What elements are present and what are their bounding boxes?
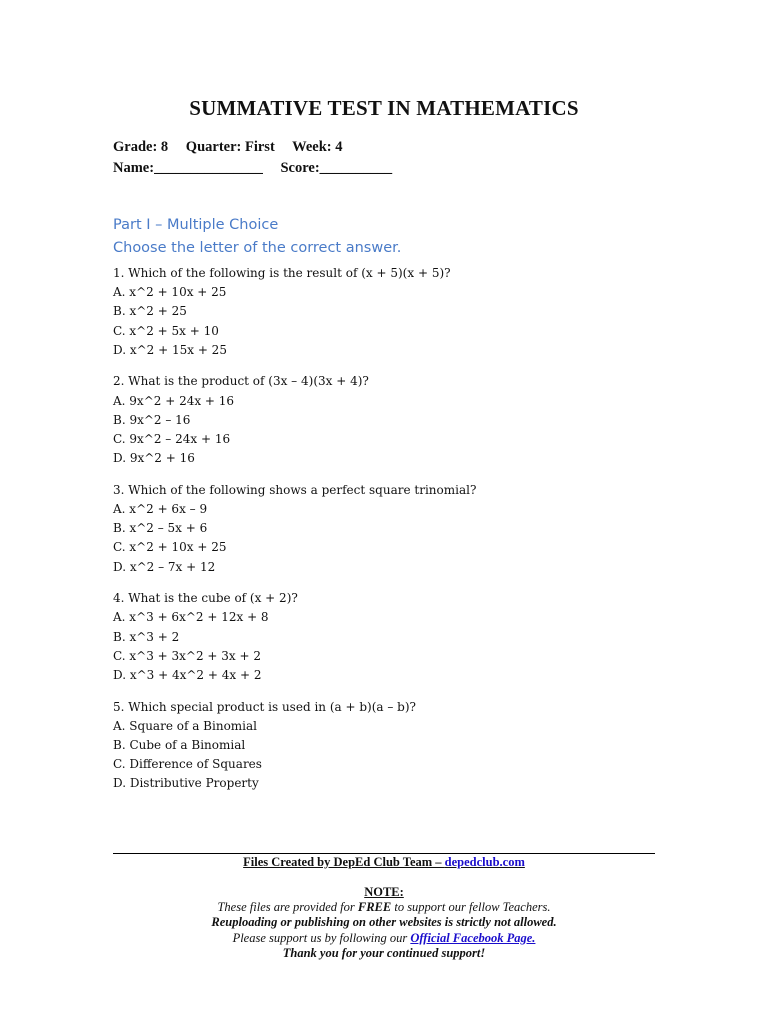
- answer-option: D. x^2 – 7x + 12: [113, 559, 216, 574]
- footer-note: [113, 900, 655, 962]
- answer-option: C. x^2 + 10x + 25: [113, 540, 227, 555]
- score-field: Score:__________: [280, 160, 393, 176]
- grade-label: Grade: 8: [113, 139, 169, 155]
- question-list: [113, 264, 673, 806]
- answer-option: D. 9x^2 + 16: [113, 451, 195, 466]
- answer-option: B. x^2 – 5x + 6: [113, 521, 208, 536]
- credit-text: Files Created by DepEd Club Team –: [243, 855, 445, 869]
- footer-divider: [113, 853, 655, 854]
- instruction-heading: Choose the letter of the correct answer.: [113, 240, 402, 256]
- student-info-line: [113, 160, 406, 177]
- answer-option: B. 9x^2 – 16: [113, 412, 191, 427]
- answer-option: D. x^3 + 4x^2 + 4x + 2: [113, 668, 262, 683]
- quarter-label: Quarter: First: [185, 139, 275, 155]
- question-item: [113, 372, 673, 468]
- answer-option: B. x^3 + 2: [113, 629, 180, 644]
- answer-option: A. x^2 + 10x + 25: [113, 285, 227, 300]
- note-line: Reuploading or publishing on other websites is strictly not allowed.: [211, 915, 557, 930]
- answer-option: C. 9x^2 – 24x + 16: [113, 432, 231, 447]
- answer-option: A. x^2 + 6x – 9: [113, 502, 208, 517]
- week-label: Week: 4: [292, 139, 343, 155]
- note-line: [113, 900, 655, 915]
- question-item: [113, 481, 673, 577]
- depedclub-link[interactable]: depedclub.com: [444, 855, 525, 869]
- question-text: 5. Which special product is used in (a + b)(a – b)?: [113, 699, 416, 714]
- answer-option: C. Difference of Squares: [113, 757, 262, 772]
- answer-option: C. x^3 + 3x^2 + 3x + 2: [113, 648, 262, 663]
- facebook-page-link[interactable]: Official Facebook Page.: [410, 930, 536, 945]
- answer-option: A. 9x^2 + 24x + 16: [113, 393, 235, 408]
- answer-option: A. Square of a Binomial: [113, 718, 257, 733]
- answer-option: B. x^2 + 25: [113, 304, 187, 319]
- note-text: Please support us by following our: [232, 930, 411, 945]
- question-item: [113, 264, 673, 360]
- part-heading: Part I – Multiple Choice: [113, 217, 279, 233]
- question-text: 4. What is the cube of (x + 2)?: [113, 591, 298, 606]
- answer-option: B. Cube of a Binomial: [113, 738, 246, 753]
- answer-option: D. x^2 + 15x + 25: [113, 342, 227, 357]
- footer-credit: [113, 855, 655, 870]
- note-line: [113, 931, 655, 946]
- answer-option: D. Distributive Property: [113, 776, 259, 791]
- note-text: to support our fellow Teachers.: [391, 900, 551, 914]
- page-title: SUMMATIVE TEST IN MATHEMATICS: [189, 96, 579, 120]
- question-item: [113, 698, 673, 794]
- note-heading: NOTE:: [364, 885, 404, 899]
- answer-option: A. x^3 + 6x^2 + 12x + 8: [113, 610, 269, 625]
- note-emphasis: FREE: [357, 900, 392, 914]
- note-line: Thank you for your continued support!: [282, 946, 486, 961]
- note-text: These files are provided for: [217, 900, 358, 914]
- test-info-line: [113, 139, 357, 156]
- question-text: 1. Which of the following is the result of (x + 5)(x + 5)?: [113, 266, 451, 280]
- name-field: Name:_______________: [113, 160, 263, 176]
- question-text: 2. What is the product of (3x – 4)(3x + 4)?: [113, 374, 369, 389]
- question-item: [113, 589, 673, 685]
- answer-option: C. x^2 + 5x + 10: [113, 323, 219, 338]
- question-text: 3. Which of the following shows a perfect square trinomial?: [113, 482, 477, 497]
